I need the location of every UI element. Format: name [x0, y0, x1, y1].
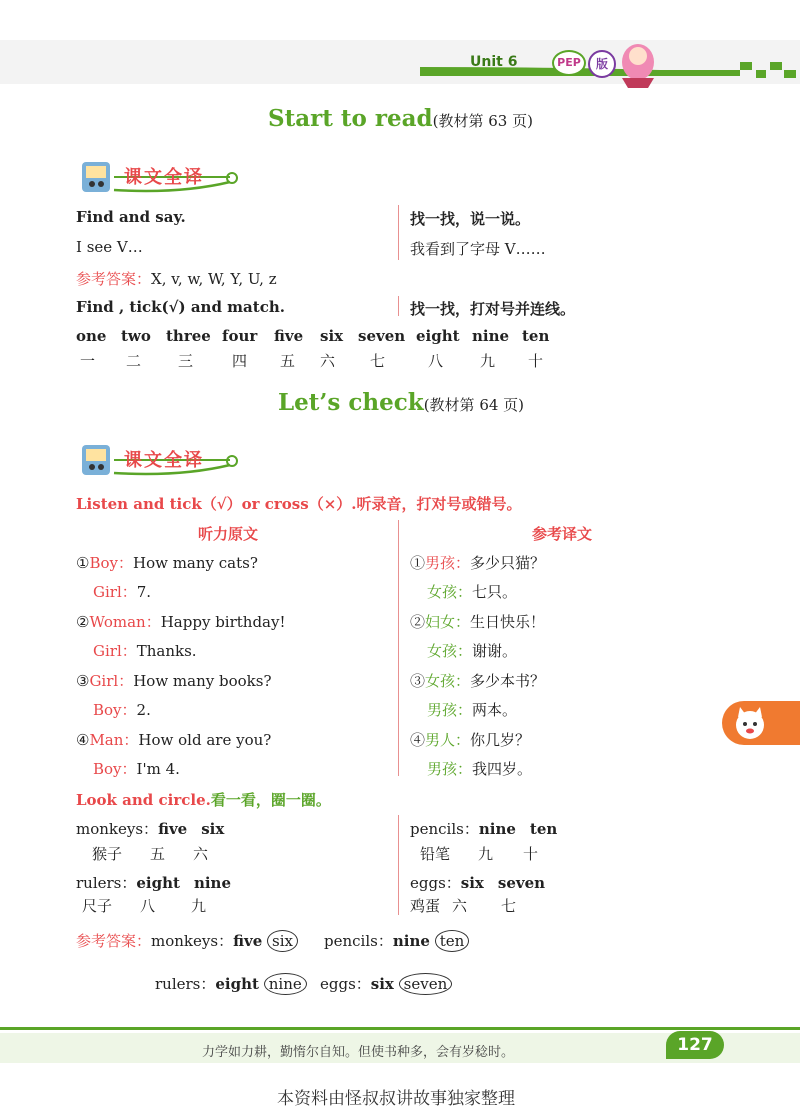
column-divider [398, 815, 399, 915]
cat-mascot-icon [730, 703, 770, 743]
section-title-start-to-read: Start to read(教材第 63 页) [268, 105, 533, 132]
find-tick-zh: 找一找，打对号并连线。 [410, 300, 576, 318]
translation-badge [80, 160, 238, 194]
number-word: ten [522, 327, 550, 345]
answer-text: X, v, w, W, Y, U, z [151, 270, 277, 288]
footer-line [0, 1027, 800, 1030]
circle-answer-row: 参考答案：monkeys：five six [76, 930, 298, 951]
number-char: 十 [528, 352, 544, 370]
find-say-en: Find and say. [76, 208, 186, 226]
number-char: 三 [178, 352, 194, 370]
circle-item-zh: 尺子 八 九 [82, 897, 207, 915]
dialog-line: 女孩：七只。 [427, 583, 518, 601]
circled-answer: ten [435, 930, 470, 952]
circle-answer-row: pencils：nine ten [324, 930, 469, 951]
i-see-en: I see V… [76, 238, 143, 256]
dialog-line: 男孩：我四岁。 [427, 760, 533, 778]
header-decoration [0, 40, 800, 90]
dialog-zh [410, 552, 710, 782]
number-char: 二 [126, 352, 142, 370]
translation-badge [80, 443, 238, 477]
number-char: 九 [480, 352, 496, 370]
circle-item-zh: 鸡蛋 六 七 [410, 897, 517, 915]
find-say-zh: 找一找，说一说。 [410, 210, 531, 228]
unit-label: Unit 6 [470, 54, 518, 70]
dialog-line: Girl：Thanks. [93, 642, 197, 660]
page-number: 127 [666, 1031, 724, 1059]
circled-answer: six [267, 930, 298, 952]
number-char: 七 [370, 352, 386, 370]
number-word: four [222, 327, 258, 345]
badge-label: 课文全译 [124, 167, 204, 188]
dialog-line: ①男孩：多少只猫？ [410, 554, 546, 572]
circled-answer: nine [264, 973, 307, 995]
dialog-line: ③女孩：多少本书？ [410, 672, 546, 690]
number-char: 一 [80, 352, 96, 370]
footer-bar [0, 1027, 800, 1067]
answer-letters [76, 268, 277, 289]
page-reference: (教材第 64 页) [423, 396, 525, 414]
edition-logo: 版 [588, 50, 616, 78]
pep-logo: PEP [552, 50, 586, 76]
dialog-en [76, 552, 396, 782]
find-tick-en: Find , tick(√) and match. [76, 298, 285, 316]
credit-watermark: 本资料由怪叔叔讲故事独家整理 [277, 1089, 515, 1109]
number-char: 五 [280, 352, 296, 370]
answer-label: 参考答案： [76, 270, 152, 288]
circle-item-zh: 铅笔 九 十 [420, 845, 539, 863]
dialog-line: Girl：7. [93, 583, 152, 601]
dialog-line: 女孩：谢谢。 [427, 642, 518, 660]
number-word: nine [472, 327, 510, 345]
badge-label: 课文全译 [124, 450, 204, 471]
dialog-line: 男孩：两本。 [427, 701, 518, 719]
number-char: 八 [428, 352, 444, 370]
i-see-zh: 我看到了字母 V…… [410, 240, 546, 258]
circle-answer-row: rulers：eight nine [155, 973, 307, 994]
circle-item: monkeys：five six [76, 820, 225, 838]
dialog-line: ④Man：How old are you? [76, 731, 272, 749]
number-word: one [76, 327, 107, 345]
header-bar [0, 40, 800, 90]
column-header-translation: 参考译文 [532, 525, 593, 543]
dialog-line: ②Woman：Happy birthday! [76, 613, 286, 631]
circle-item: pencils：nine ten [410, 820, 558, 838]
side-tab [722, 701, 800, 745]
circle-item-zh: 猴子 五 六 [92, 845, 209, 863]
look-circle-instruction: Look and circle.看一看，圈一圈。 [76, 791, 331, 809]
number-word: seven [358, 327, 406, 345]
number-word: five [274, 327, 304, 345]
column-divider [398, 296, 399, 316]
number-word: two [121, 327, 151, 345]
column-header-original: 听力原文 [198, 525, 259, 543]
column-divider [398, 205, 399, 260]
dialog-line: ②妇女：生日快乐！ [410, 613, 546, 631]
number-word: three [166, 327, 211, 345]
dialog-line: ④男人：你几岁？ [410, 731, 531, 749]
dialog-line: Boy：2. [93, 701, 151, 719]
column-divider [398, 520, 399, 776]
circle-item: rulers：eight nine [76, 874, 232, 892]
footer-motto: 力学如力耕，勤惰尔自知。但使书种多，会有岁稔时。 [202, 1045, 515, 1060]
number-char: 四 [232, 352, 248, 370]
dialog-line: ①Boy：How many cats? [76, 554, 258, 572]
number-word: eight [416, 327, 460, 345]
section-title-lets-check: Let’s check(教材第 64 页) [278, 389, 525, 416]
circled-answer: seven [399, 973, 453, 995]
answer-label: 参考答案： [76, 932, 152, 950]
circle-answer-row: eggs：six seven [320, 973, 452, 994]
listen-instruction: Listen and tick（√）or cross（×）.听录音，打对号或错号。 [76, 495, 522, 513]
number-word: six [320, 327, 344, 345]
dialog-line: ③Girl：How many books? [76, 672, 272, 690]
page-reference: (教材第 63 页) [432, 112, 533, 130]
circle-item: eggs：six seven [410, 874, 546, 892]
number-char: 六 [320, 352, 336, 370]
dialog-line: Boy：I'm 4. [93, 760, 180, 778]
